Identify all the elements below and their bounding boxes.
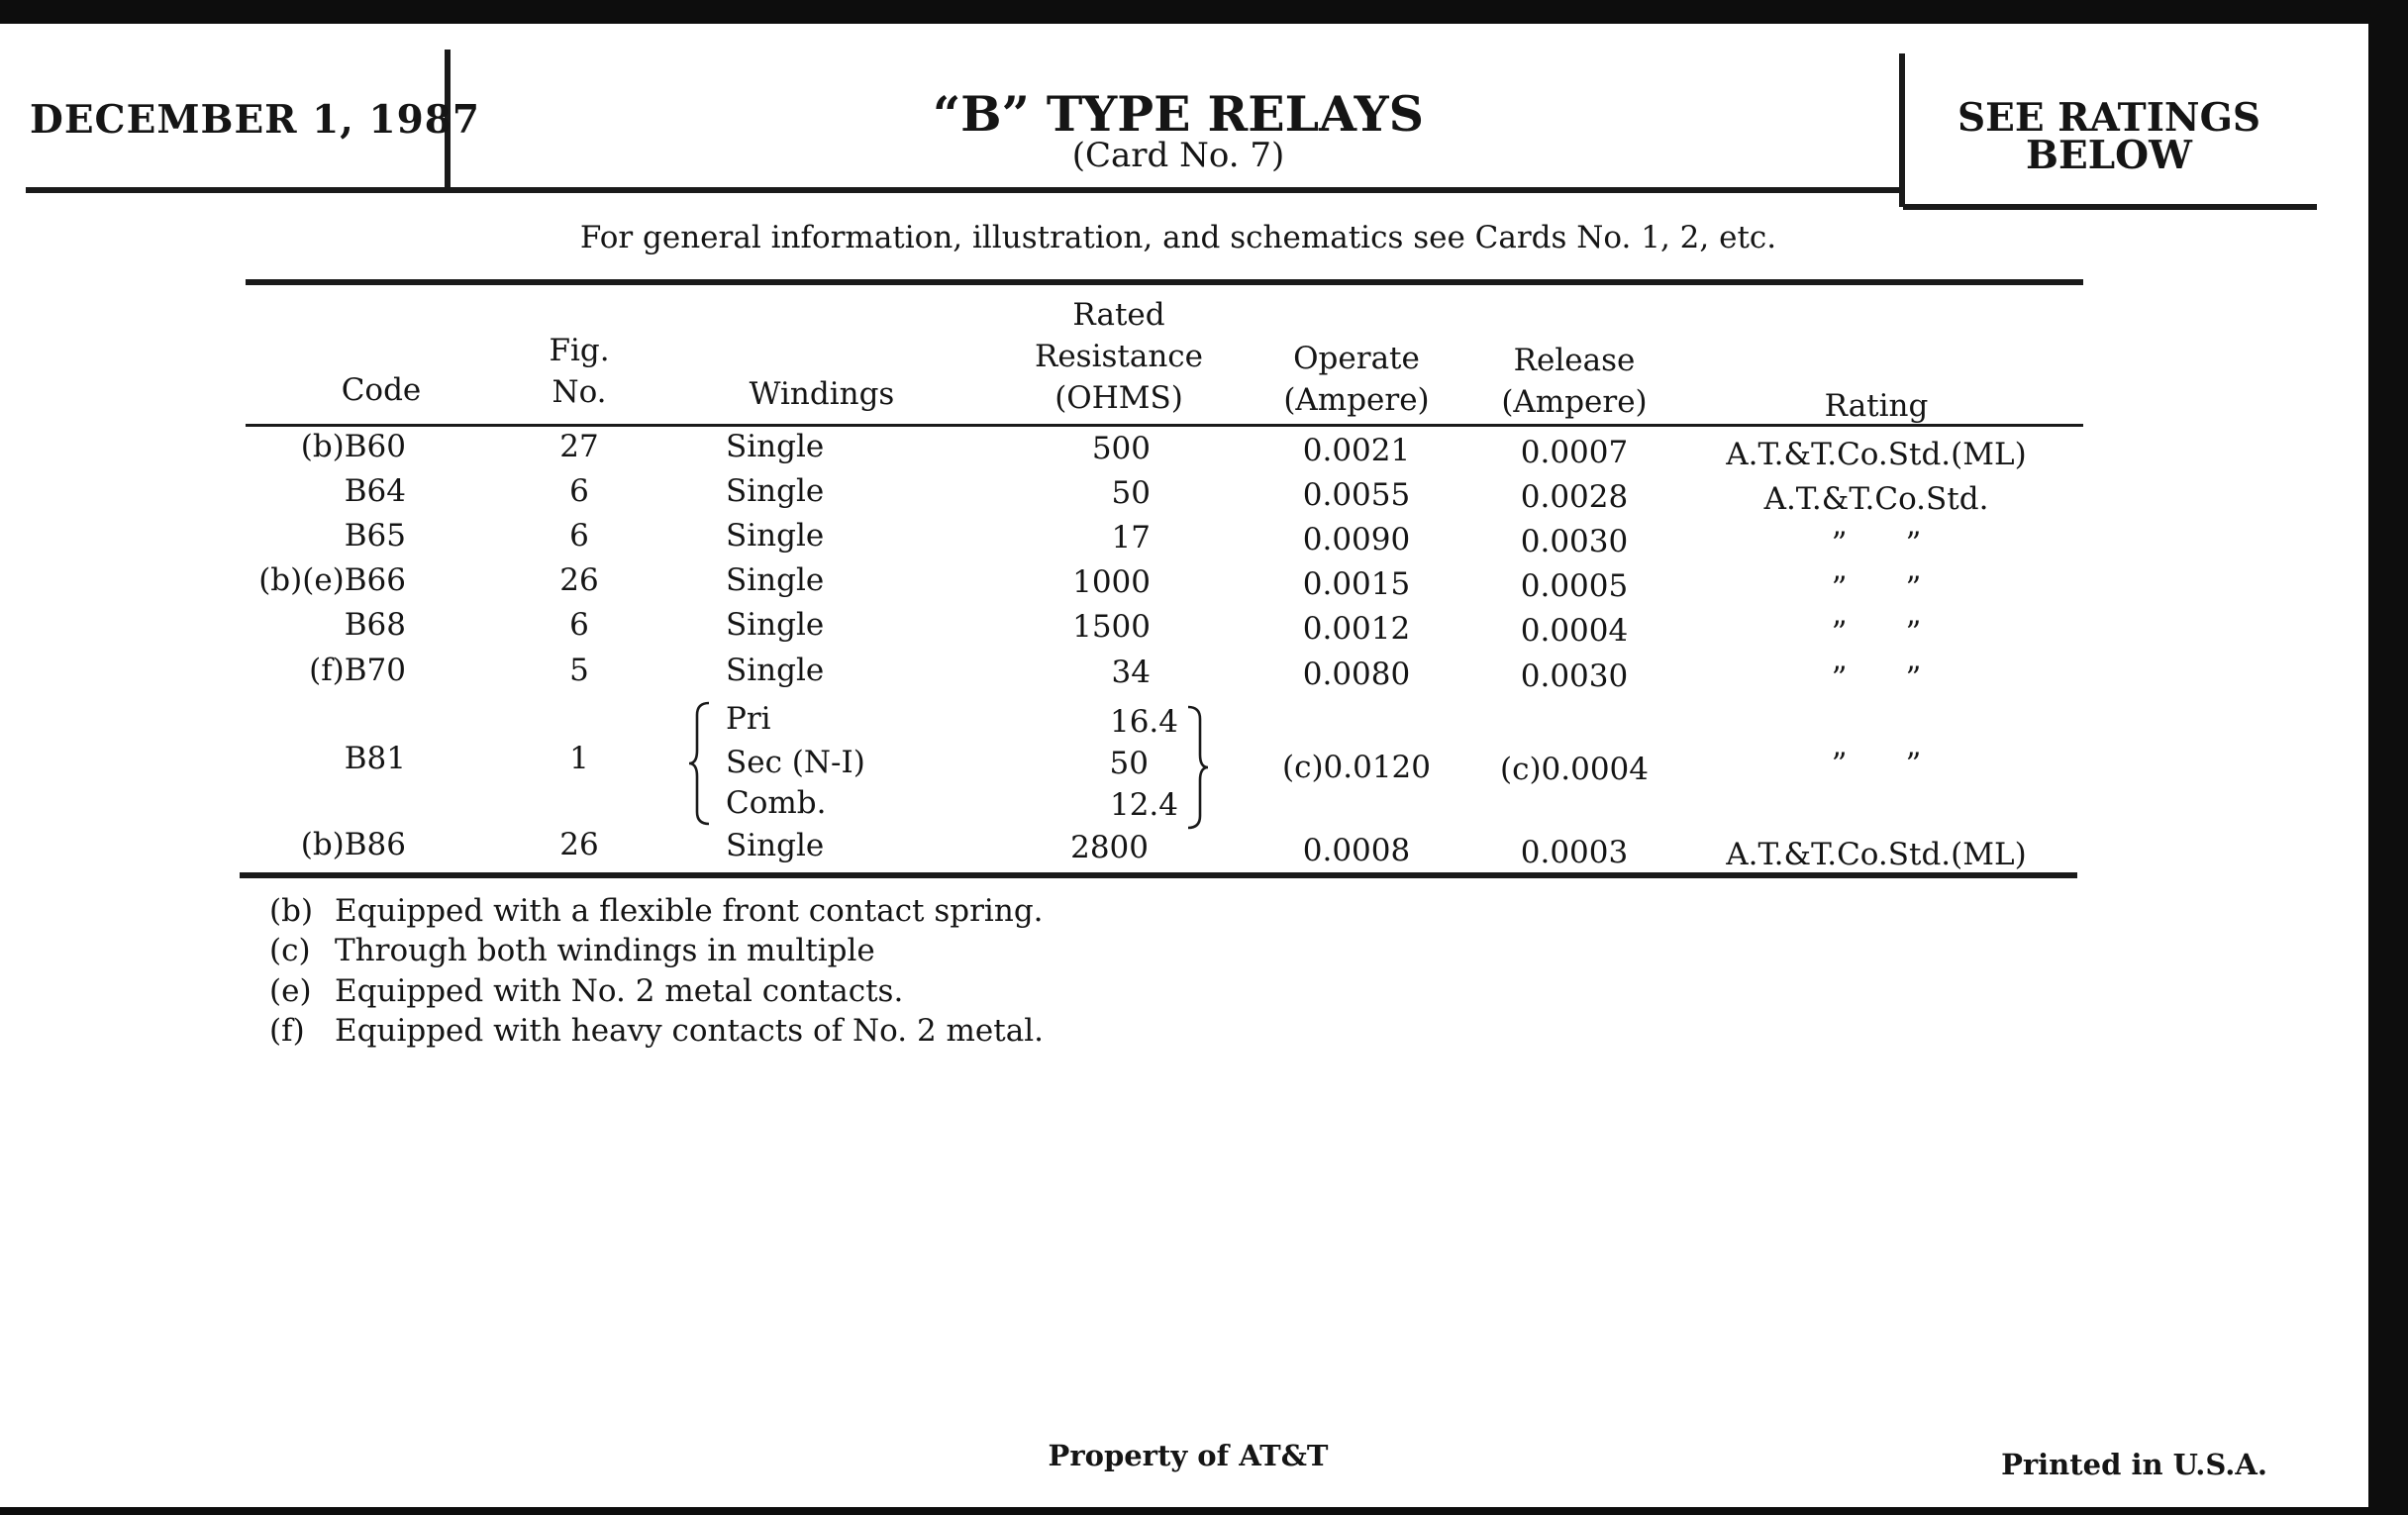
cell-release: 0.0030 (1520, 524, 1629, 559)
cell-rating: A.T.&T.Co.Std. (1763, 481, 1989, 517)
cell-operate: 0.0090 (1302, 522, 1411, 557)
cell-resistance: 1000 (1072, 564, 1151, 600)
cell-windings: Single (726, 473, 825, 509)
cell-code: B65 (344, 518, 406, 554)
cell-resistance-sec: 50 (1109, 746, 1149, 781)
cell-code: (b)(e)B66 (258, 562, 406, 598)
see-ratings-line2: BELOW (2026, 133, 2192, 178)
cell-resistance: 2800 (1070, 830, 1149, 865)
cell-fig: 1 (569, 741, 589, 776)
cell-operate: 0.0015 (1302, 566, 1411, 602)
cell-fig: 27 (559, 429, 599, 464)
cell-release: 0.0028 (1520, 479, 1629, 515)
footer-printed: Printed in U.S.A. (2001, 1448, 2267, 1481)
cell-resistance: 500 (1091, 431, 1151, 466)
cell-rating: ” ” (1831, 747, 1922, 782)
col-header-resistance-line1: Rated (1072, 297, 1165, 333)
cell-release: 0.0005 (1520, 568, 1629, 604)
cell-winding-sec: Sec (N-I) (726, 745, 865, 780)
col-header-windings: Windings (749, 376, 895, 412)
cell-release: 0.0030 (1520, 658, 1629, 694)
footnote-text: Equipped with No. 2 metal contacts. (335, 973, 904, 1009)
cell-fig: 6 (569, 518, 589, 554)
footnote-key: (b) (269, 893, 314, 929)
cell-resistance: 34 (1111, 655, 1151, 690)
cell-code: B68 (344, 607, 406, 643)
footnote-key: (c) (269, 933, 311, 968)
footnote-text: Through both windings in multiple (335, 933, 875, 968)
cell-code: B81 (344, 741, 406, 776)
cell-code: (b)B86 (300, 827, 406, 862)
card-date: DECEMBER 1, 1987 (30, 97, 480, 143)
cell-operate: 0.0055 (1302, 477, 1411, 513)
cell-rating: A.T.&T.Co.Std.(ML) (1726, 837, 2027, 872)
col-header-code: Code (341, 372, 422, 408)
cell-rating: ” ” (1831, 570, 1922, 606)
header-rule-right (1903, 204, 2317, 210)
cell-rating: ” ” (1831, 660, 1922, 696)
col-header-operate-line2: (Ampere) (1283, 382, 1430, 418)
cell-operate: 0.0080 (1302, 656, 1411, 692)
cell-resistance-comb: 12.4 (1109, 787, 1178, 823)
cell-fig: 26 (559, 827, 599, 862)
col-header-fig-line2: No. (552, 374, 607, 410)
cell-rating: ” ” (1831, 526, 1922, 561)
intro-text: For general information, illustration, and schematics see Cards No. 1, 2, etc. (579, 220, 1777, 255)
cell-code: (b)B60 (300, 429, 406, 464)
cell-code: (f)B70 (309, 653, 406, 688)
cell-rating: A.T.&T.Co.Std.(ML) (1726, 437, 2027, 472)
cell-rating: ” ” (1831, 615, 1922, 651)
cell-windings: Single (726, 828, 825, 863)
col-header-rating: Rating (1824, 388, 1929, 424)
cell-winding-comb: Comb. (726, 785, 827, 821)
cell-resistance: 1500 (1072, 609, 1151, 645)
col-header-release-line1: Release (1513, 343, 1636, 378)
header-rule-left (26, 187, 1903, 193)
footnote (269, 1013, 1044, 1049)
card-title: “B” TYPE RELAYS (932, 85, 1424, 143)
footnote (269, 893, 1044, 929)
col-header-operate-line1: Operate (1293, 341, 1420, 376)
col-header-resistance-line2: Resistance (1034, 339, 1204, 374)
footer-property: Property of AT&T (1048, 1439, 1329, 1472)
cell-release: (c)0.0004 (1499, 752, 1650, 787)
see-ratings-note (1921, 95, 2297, 178)
cell-fig: 6 (569, 607, 589, 643)
cell-operate: (c)0.0120 (1281, 750, 1432, 785)
cell-resistance: 17 (1111, 520, 1151, 556)
footnote-key: (e) (269, 973, 312, 1009)
cell-windings: Single (726, 429, 825, 464)
footnote (269, 973, 903, 1009)
scan-edge-top (0, 0, 2408, 24)
see-ratings-line1: SEE RATINGS (1956, 95, 2261, 141)
cell-windings: Single (726, 518, 825, 554)
cell-operate: 0.0008 (1302, 833, 1411, 868)
cell-fig: 6 (569, 473, 589, 509)
left-brace-icon (687, 701, 713, 826)
header-divider-right (1899, 53, 1905, 207)
footnote (269, 933, 875, 968)
table-top-rule (246, 279, 2083, 285)
cell-code: B64 (344, 473, 406, 509)
col-header-release-line2: (Ampere) (1501, 384, 1648, 420)
cell-windings: Single (726, 607, 825, 643)
right-brace-icon (1184, 705, 1210, 830)
footnote-key: (f) (269, 1013, 305, 1049)
scan-edge-bottom (0, 1507, 2408, 1515)
col-header-fig-line1: Fig. (549, 333, 610, 368)
cell-fig: 5 (569, 653, 589, 688)
cell-resistance: 50 (1111, 475, 1151, 511)
cell-release: 0.0007 (1520, 435, 1629, 470)
card-number: (Card No. 7) (1071, 136, 1285, 175)
table-bottom-rule (240, 872, 2077, 878)
cell-operate: 0.0012 (1302, 611, 1411, 647)
scan-edge-right (2368, 0, 2408, 1515)
cell-winding-pri: Pri (726, 701, 771, 737)
cell-operate: 0.0021 (1302, 433, 1411, 468)
cell-windings: Single (726, 653, 825, 688)
cell-resistance-pri: 16.4 (1109, 704, 1178, 740)
cell-fig: 26 (559, 562, 599, 598)
footnote-text: Equipped with heavy contacts of No. 2 metal. (335, 1013, 1044, 1049)
col-header-resistance-line3: (OHMS) (1054, 380, 1183, 416)
footnote-text: Equipped with a flexible front contact spring. (335, 893, 1044, 929)
cell-windings: Single (726, 562, 825, 598)
cell-release: 0.0003 (1520, 835, 1629, 870)
cell-release: 0.0004 (1520, 613, 1629, 649)
